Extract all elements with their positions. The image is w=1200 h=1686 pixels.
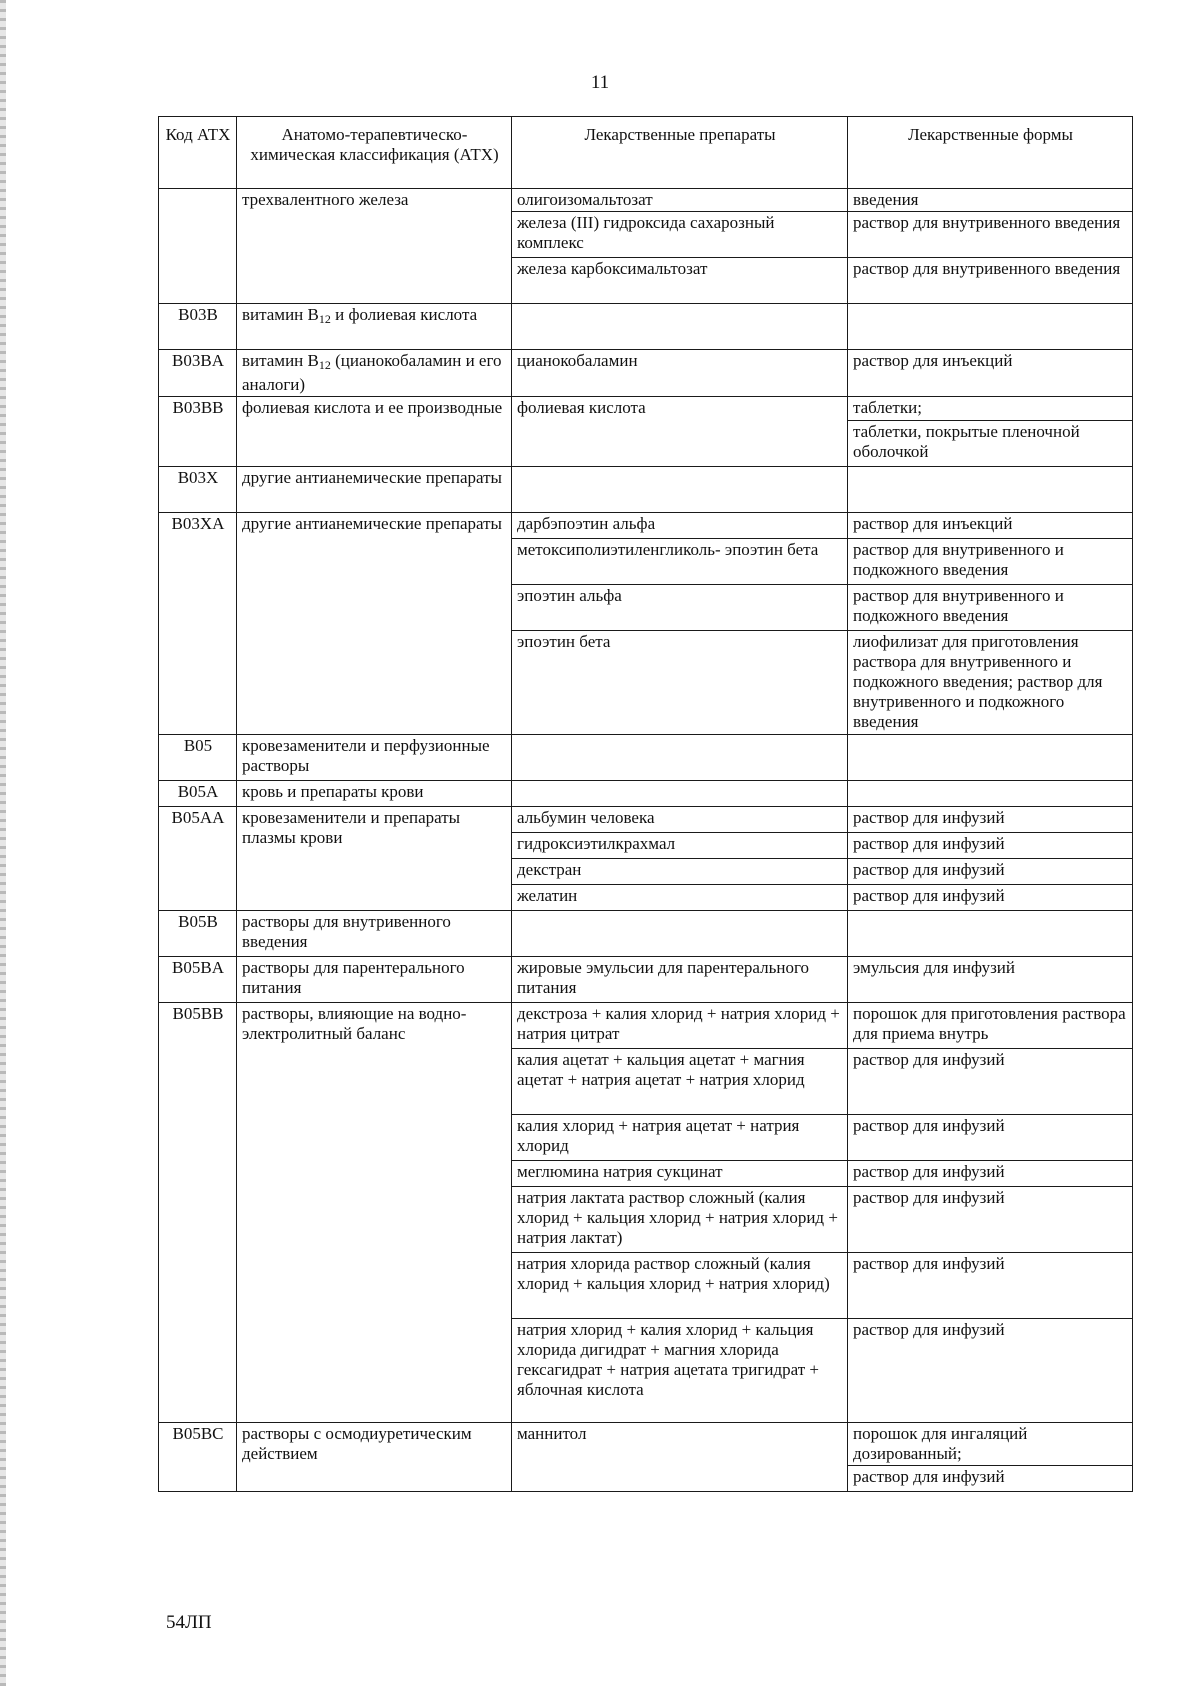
classification-cell <box>237 1423 512 1492</box>
drug-cell: железа карбоксимальтозат <box>512 258 848 304</box>
footer-code: 54ЛП <box>166 1612 212 1633</box>
table-header <box>159 117 1133 189</box>
classification-cell <box>237 513 512 735</box>
drug-cell: цианокобаламин <box>512 350 848 397</box>
drug-cell: калия ацетат + кальция ацетат + магния ацетат + натрия ацетат + натрия хлорид <box>512 1049 848 1115</box>
classification-text: растворы, влияющие на водно-электролитный баланс <box>242 1004 467 1043</box>
form-cell <box>848 911 1133 957</box>
classification-cell <box>237 807 512 911</box>
drug-cell <box>512 467 848 513</box>
atc-code-cell <box>159 189 237 304</box>
header-classification: Анатомо-терапевтическо-химическая классификация (АТХ) <box>237 117 512 189</box>
classification-text: трехвалентного железа <box>242 190 409 209</box>
classification-cell <box>237 397 512 467</box>
classification-text: фолиевая кислота и ее производные <box>242 398 503 417</box>
classification-tail: (цианокобаламин и его аналоги) <box>242 351 502 394</box>
classification-text: другие антианемические препараты <box>242 468 502 487</box>
classification-cell <box>237 781 512 807</box>
form-cell <box>848 467 1133 513</box>
form-cell: эмульсия для инфузий <box>848 957 1133 1003</box>
drug-cell: эпоэтин альфа <box>512 585 848 631</box>
drug-cell: декстроза + калия хлорид + натрия хлорид + натрия цитрат <box>512 1003 848 1049</box>
form-cell: раствор для внутривенного введения <box>848 212 1133 258</box>
atc-code-cell: B05B <box>159 911 237 957</box>
drug-cell: натрия лактата раствор сложный (калия хлорид + кальция хлорид + натрия хлорид + натрия лактат) <box>512 1187 848 1253</box>
table-body <box>159 189 1133 1492</box>
classification-text: другие антианемические препараты <box>242 514 502 533</box>
classification-text: витамин B <box>242 305 319 324</box>
drug-cell: альбумин человека <box>512 807 848 833</box>
table-row <box>159 189 1133 212</box>
classification-text: растворы для парентерального питания <box>242 958 465 997</box>
form-cell <box>848 735 1133 781</box>
form-cell: введения <box>848 189 1133 212</box>
drug-cell: эпоэтин бета <box>512 631 848 735</box>
classification-subscript: 12 <box>318 358 331 372</box>
table-row <box>159 397 1133 421</box>
form-cell: раствор для инфузий <box>848 1049 1133 1115</box>
form-cell <box>848 304 1133 350</box>
form-cell: раствор для внутривенного и подкожного введения <box>848 539 1133 585</box>
drug-cell: декстран <box>512 859 848 885</box>
page-number: 11 <box>590 72 610 93</box>
table-row <box>159 911 1133 957</box>
form-cell: таблетки; <box>848 397 1133 421</box>
atc-code-cell: B05BB <box>159 1003 237 1423</box>
form-cell: раствор для инфузий <box>848 1253 1133 1319</box>
atc-table <box>158 116 1133 1492</box>
drug-cell: натрия хлорида раствор сложный (калия хлорид + кальция хлорид + натрия хлорид) <box>512 1253 848 1319</box>
classification-text: кровезаменители и препараты плазмы крови <box>242 808 461 847</box>
drug-cell: метоксиполиэтиленгликоль- эпоэтин бета <box>512 539 848 585</box>
atc-code-cell: B05BC <box>159 1423 237 1492</box>
form-cell: раствор для инфузий <box>848 1187 1133 1253</box>
table-row <box>159 350 1133 397</box>
form-cell: раствор для инъекций <box>848 350 1133 397</box>
table-row <box>159 304 1133 350</box>
scan-edge <box>0 0 6 1686</box>
classification-tail: и фолиевая кислота <box>330 305 478 324</box>
drug-cell: олигоизомальтозат <box>512 189 848 212</box>
classification-text: витамин B <box>242 351 319 370</box>
classification-cell <box>237 735 512 781</box>
table-row <box>159 735 1133 781</box>
classification-cell <box>237 189 512 304</box>
classification-subscript: 12 <box>318 312 331 326</box>
atc-code-cell: B05 <box>159 735 237 781</box>
drug-cell <box>512 304 848 350</box>
drug-cell: фолиевая кислота <box>512 397 848 467</box>
classification-cell <box>237 350 512 397</box>
form-cell: раствор для инфузий <box>848 885 1133 911</box>
drug-cell: натрия хлорид + калия хлорид + кальция хлорида дигидрат + магния хлорида гексагидрат + натрия ацетата тригидрат + яблочная кислота <box>512 1319 848 1423</box>
drug-cell: маннитол <box>512 1423 848 1492</box>
form-cell: таблетки, покрытые пленочной оболочкой <box>848 421 1133 467</box>
form-cell <box>848 781 1133 807</box>
table-row <box>159 781 1133 807</box>
atc-code-cell: B05BA <box>159 957 237 1003</box>
classification-cell <box>237 304 512 350</box>
form-cell: раствор для инъекций <box>848 513 1133 539</box>
form-cell: раствор для внутривенного и подкожного введения <box>848 585 1133 631</box>
classification-cell <box>237 467 512 513</box>
classification-cell <box>237 957 512 1003</box>
form-cell: раствор для инфузий <box>848 1161 1133 1187</box>
atc-code-cell: B03XA <box>159 513 237 735</box>
classification-text: кровезаменители и перфузионные растворы <box>242 736 490 775</box>
table-row <box>159 1423 1133 1466</box>
drug-cell <box>512 781 848 807</box>
drug-cell: дарбэпоэтин альфа <box>512 513 848 539</box>
header-drugs: Лекарственные препараты <box>512 117 848 189</box>
form-cell: раствор для инфузий <box>848 807 1133 833</box>
table-row <box>159 1003 1133 1049</box>
form-cell: раствор для инфузий <box>848 1466 1133 1492</box>
form-cell: раствор для инфузий <box>848 1115 1133 1161</box>
atc-code-cell: B03BB <box>159 397 237 467</box>
drug-cell: жировые эмульсии для парентерального питания <box>512 957 848 1003</box>
header-code: Код АТХ <box>159 117 237 189</box>
drug-cell: железа (III) гидроксида сахарозный комплекс <box>512 212 848 258</box>
form-cell: раствор для инфузий <box>848 1319 1133 1423</box>
form-cell: раствор для внутривенного введения <box>848 258 1133 304</box>
form-cell: лиофилизат для приготовления раствора для внутривенного и подкожного введения; раствор для внутривенного и подкожного введения <box>848 631 1133 735</box>
atc-code-cell: B03BA <box>159 350 237 397</box>
drug-cell: калия хлорид + натрия ацетат + натрия хлорид <box>512 1115 848 1161</box>
header-forms: Лекарственные формы <box>848 117 1133 189</box>
drug-cell: меглюмина натрия сукцинат <box>512 1161 848 1187</box>
table-row <box>159 467 1133 513</box>
classification-cell <box>237 911 512 957</box>
atc-code-cell: B05A <box>159 781 237 807</box>
classification-text: кровь и препараты крови <box>242 782 424 801</box>
classification-cell <box>237 1003 512 1423</box>
classification-text: растворы с осмодиуретическим действием <box>242 1424 472 1463</box>
form-cell: порошок для приготовления раствора для приема внутрь <box>848 1003 1133 1049</box>
drug-cell: гидроксиэтилкрахмал <box>512 833 848 859</box>
atc-code-cell: B05AA <box>159 807 237 911</box>
form-cell: порошок для ингаляций дозированный; <box>848 1423 1133 1466</box>
drug-cell <box>512 735 848 781</box>
table-row <box>159 513 1133 539</box>
drug-cell: желатин <box>512 885 848 911</box>
atc-code-cell: B03X <box>159 467 237 513</box>
drug-cell <box>512 911 848 957</box>
form-cell: раствор для инфузий <box>848 859 1133 885</box>
table-row <box>159 807 1133 833</box>
classification-text: растворы для внутривенного введения <box>242 912 451 951</box>
table-row <box>159 957 1133 1003</box>
atc-code-cell: B03B <box>159 304 237 350</box>
form-cell: раствор для инфузий <box>848 833 1133 859</box>
